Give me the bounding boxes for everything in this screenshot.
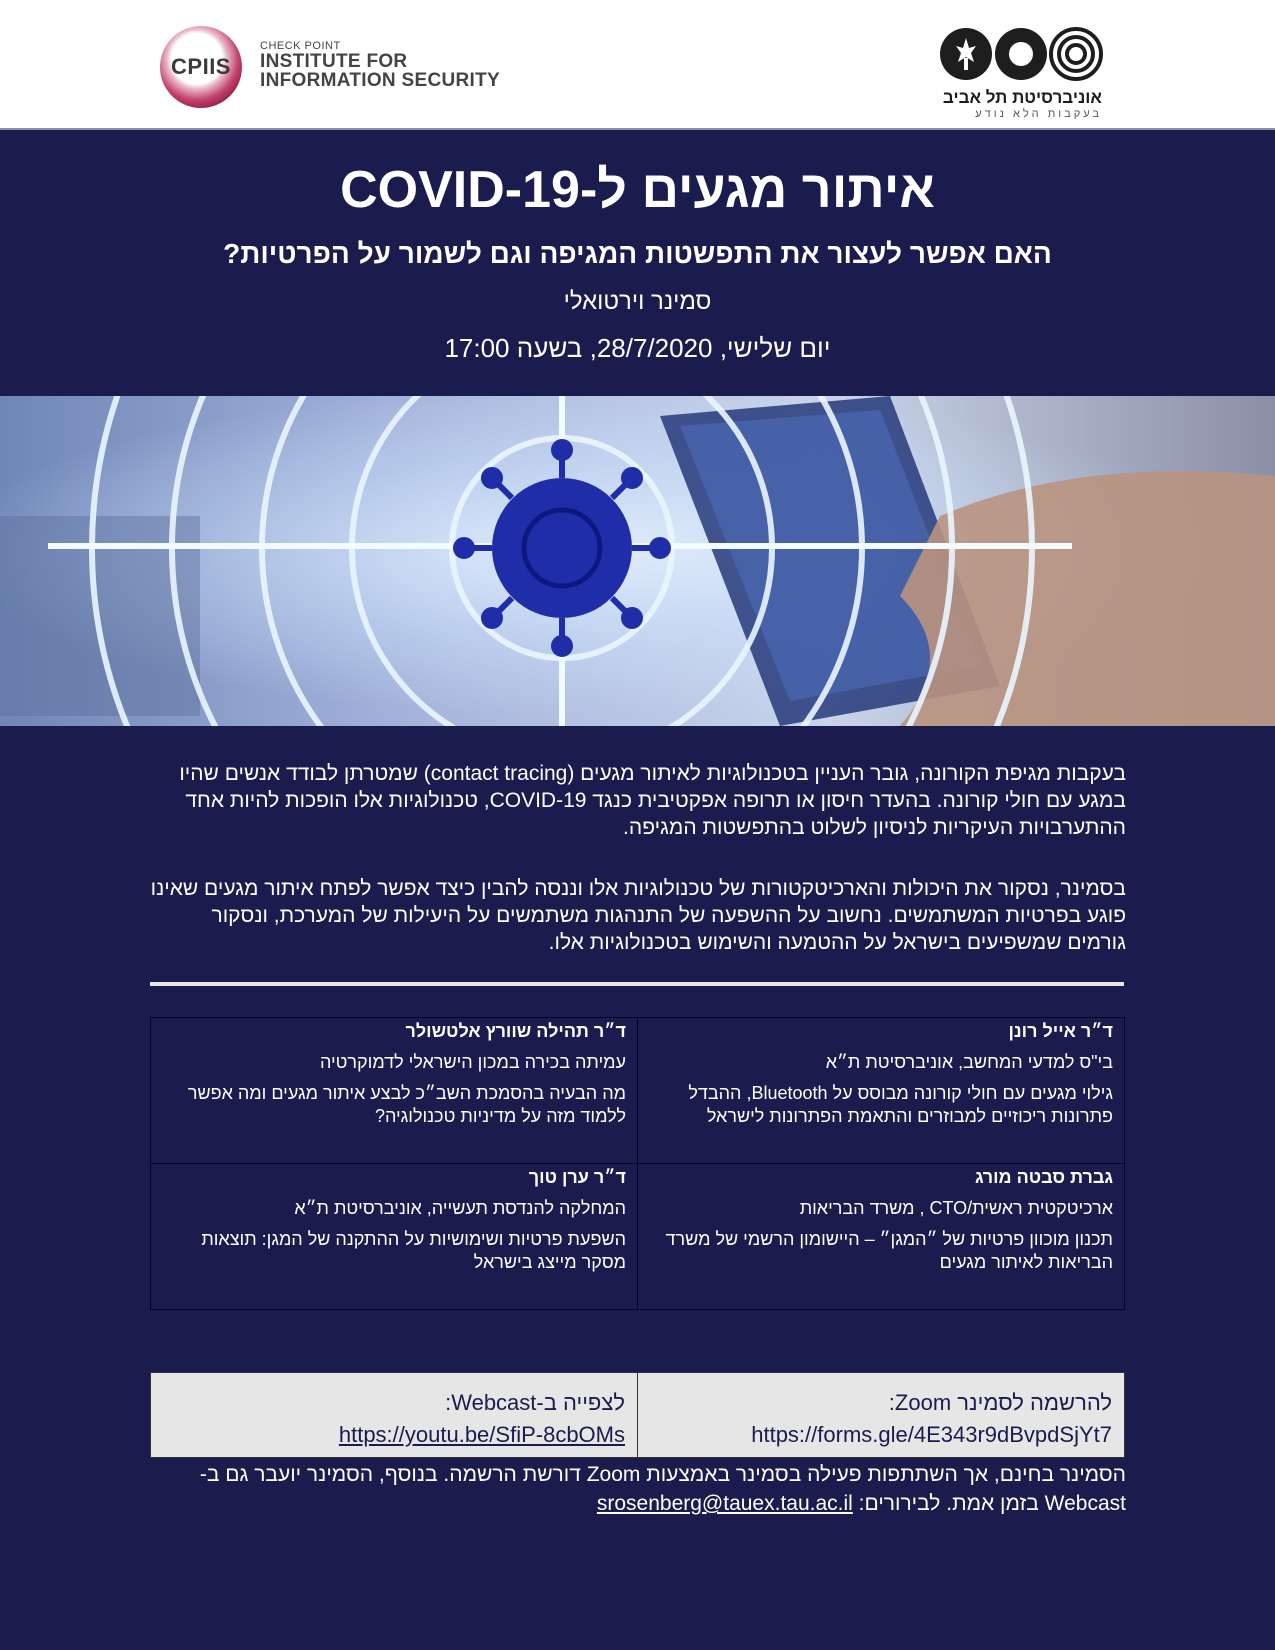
speaker-name: ד״ר אייל רונן [1008, 1021, 1113, 1041]
header-bar [0, 0, 1275, 130]
description-paragraph-1: בעקבות מגיפת הקורונה, גובר העניין בטכנולוגיות לאיתור מגעים (contact tracing) שמטרתן לבודד אנשים שהיו במגע עם חולי קורונה. בהעדר חיסון או תרופה אפקטיבית כנגד COVID-19, טכנולוגיות אלו הופכות להיות אחד ההתערבויות העיקריות לניסיון לשלוט בהתפשטות המגיפה. [179, 762, 1126, 839]
virus-target-illustration [0, 396, 1275, 726]
speaker-cell [151, 1164, 638, 1310]
cpiis-line3: INFORMATION SECURITY [260, 70, 500, 91]
speaker-name: גברת סבטה מורג [975, 1167, 1113, 1187]
footer-note [150, 1460, 1126, 1518]
webcast-link[interactable]: https://youtu.be/SfiP-8cbOMs [338, 1422, 625, 1447]
speaker-topic: גילוי מגעים עם חולי קורונה מבוסס על Bluetooth, ההבדל פתרונות ריכוזיים למבוזרים והתאמת הפתרונות לישראל [688, 1083, 1113, 1126]
zoom-label: להרשמה לסמינר Zoom: [888, 1390, 1112, 1415]
cpiis-logo [160, 26, 520, 112]
speaker-affiliation: בי"ס למדעי המחשב, אוניברסיטת ת״א [825, 1052, 1113, 1072]
tau-name: אוניברסיטת תל אביב [942, 88, 1102, 107]
section-divider [150, 982, 1124, 986]
tau-circles-icon [938, 26, 1108, 86]
webcast-cell [151, 1373, 638, 1458]
tau-logo [938, 26, 1108, 120]
speaker-topic: מה הבעיה בהסמכת השב״כ לבצע איתור מגעים ומה אפשר ללמוד מזה על מדיניות טכנולוגיה? [187, 1083, 626, 1126]
webcast-label: לצפייה ב-Webcast: [445, 1390, 625, 1415]
speaker-topic: השפעת פרטיות ושימושיות על ההתקנה של המגן: תוצאות מסקר מייצג בישראל [201, 1229, 626, 1272]
event-subtitle: האם אפשר לעצור את התפשטות המגיפה וגם לשמור על הפרטיות? [223, 238, 1052, 269]
cpiis-abbr: CPIIS [171, 54, 231, 79]
footer-text: הסמינר בחינם, אך השתתפות פעילה בסמינר באמצעות Zoom דורשת הרשמה. בנוסף, הסמינר יועבר גם ב-Webcast בזמן אמת. לבירורים: [199, 1463, 1126, 1515]
speaker-cell [638, 1164, 1125, 1310]
cpiis-wordmark [260, 40, 500, 90]
zoom-registration-link[interactable]: https://forms.gle/4E343r9dBvpdSjYt7 [751, 1422, 1112, 1447]
speakers-table [150, 1017, 1125, 1310]
zoom-registration-cell [638, 1373, 1125, 1458]
event-title: איתור מגעים ל-COVID-19 [340, 161, 935, 219]
speaker-topic: תכנון מוכוון פרטיות של ״המגן״ – היישומון הרשמי של משרד הבריאות לאיתור מגעים [665, 1229, 1113, 1272]
tau-motto: בעקבות הלא נודע [975, 108, 1102, 120]
speaker-name: ד״ר ערן טוך [528, 1167, 626, 1187]
seminar-type: סמינר וירטואלי [563, 288, 712, 315]
cpiis-ring-icon [160, 26, 242, 108]
speakers-row-1 [151, 1018, 1125, 1164]
speaker-affiliation: ארכיטקטית ראשית/CTO , משרד הבריאות [799, 1198, 1113, 1218]
cpiis-line2: INSTITUTE FOR [260, 51, 408, 72]
speakers-row-2 [151, 1164, 1125, 1310]
virus-target-banner [0, 396, 1275, 726]
speaker-affiliation: המחלקה להנדסת תעשייה, אוניברסיטת ת״א [294, 1198, 626, 1218]
description-paragraph-2: בסמינר, נסקור את היכולות והארכיטקטורות של טכנולוגיות אלו וננסה להבין כיצד אפשר לפתח איתור מגעים שאינו פוגע בפרטיות המשתמשים. נחשוב על ההשפעה של התנהגות משתמשים על היעילות של המערכת, ונסקור גורמים שמשפיעים בישראל על ההטמעה והשימוש בטכנולוגיות אלו. [150, 877, 1126, 954]
speaker-cell [151, 1018, 638, 1164]
event-datetime: יום שלישי, 28/7/2020, בשעה 17:00 [444, 333, 831, 363]
contact-email-link[interactable]: srosenberg@tauex.tau.ac.il [596, 1492, 853, 1515]
speaker-affiliation: עמיתה בכירה במכון הישראלי לדמוקרטיה [319, 1052, 626, 1072]
cpiis-line1: CHECK POINT [260, 40, 341, 52]
speaker-cell [638, 1018, 1125, 1164]
speaker-name: ד״ר תהילה שוורץ אלטשולר [405, 1021, 626, 1041]
registration-box [150, 1372, 1125, 1458]
